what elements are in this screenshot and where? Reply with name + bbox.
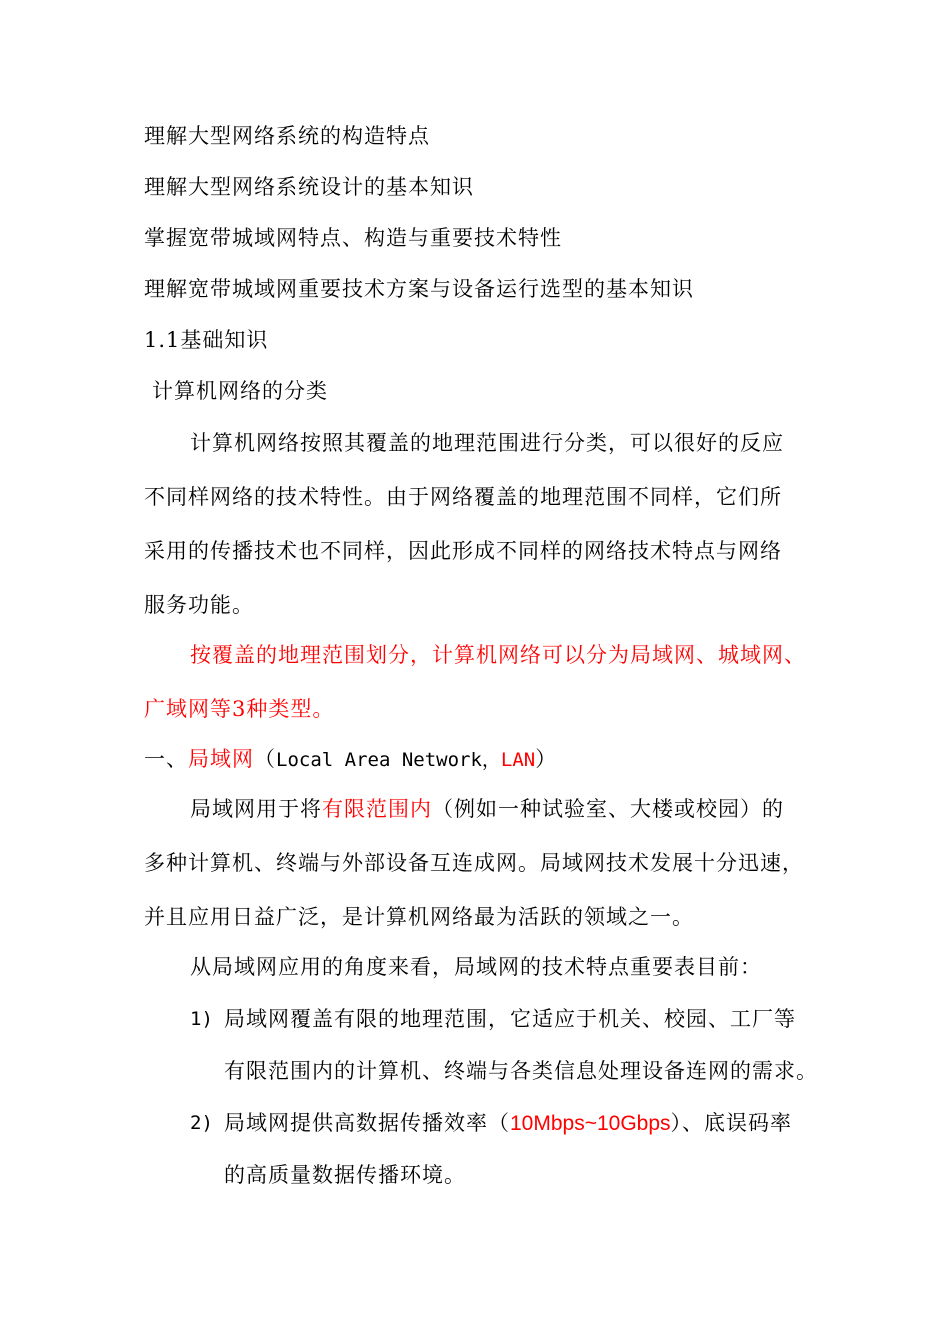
lan-features-intro: 从局域网应用的角度来看，局域网的技术特点重要表目前： bbox=[190, 955, 762, 979]
lan-line1-highlight: 有限范围内 bbox=[322, 797, 432, 821]
highlight-line-1: 按覆盖的地理范围划分，计算机网络可以分为局域网、城域网、 bbox=[190, 643, 806, 667]
list-item-line-1 bbox=[224, 1108, 792, 1139]
objective-2: 理解大型网络系统设计的基本知识 bbox=[144, 175, 474, 199]
lan-paragraph-line-2: 多种计算机、终端与外部设备互连成网。局域网技术发展十分迅速， bbox=[144, 851, 804, 875]
lan-paragraph-line-1 bbox=[190, 794, 784, 824]
feature2-paren-close: ） bbox=[670, 1111, 683, 1135]
objective-3: 掌握宽带城域网特点、构造与重要技术特性 bbox=[144, 226, 562, 250]
feature2-rate-range: 10Mbps~10Gbps bbox=[510, 1112, 671, 1135]
lan-heading-paren-close: ） bbox=[535, 747, 558, 771]
lan-paragraph-line-3: 并且应用日益广泛，是计算机网络最为活跃的领域之一。 bbox=[144, 905, 694, 929]
intro-line-3: 采用的传播技术也不同样，因此形成不同样的网络技术特点与网络 bbox=[144, 539, 782, 563]
objective-1: 理解大型网络系统的构造特点 bbox=[144, 124, 430, 148]
subsection-heading: 计算机网络的分类 bbox=[152, 379, 328, 403]
lan-heading-name: 局域网 bbox=[188, 747, 254, 771]
feature2-text-a: 局域网提供高数据传播效率 bbox=[224, 1111, 488, 1135]
intro-line-4: 服务功能。 bbox=[144, 593, 254, 617]
list-item-line-1: 局域网覆盖有限的地理范围，它适应于机关、校园、工厂等 bbox=[224, 1007, 796, 1031]
lan-line1-text-b: （例如一种试验室、大楼或校园）的 bbox=[432, 797, 784, 821]
intro-line-1: 计算机网络按照其覆盖的地理范围进行分类，可以很好的反应 bbox=[190, 431, 784, 455]
list-item-line-2: 有限范围内的计算机、终端与各类信息处理设备连网的需求。 bbox=[224, 1059, 818, 1083]
lan-heading-english: Local Area Network， bbox=[276, 749, 501, 771]
feature2-text-b: 、底误码率 bbox=[682, 1111, 793, 1135]
list-item-number: 1) bbox=[190, 1008, 213, 1030]
lan-heading-paren-open: （ bbox=[254, 747, 276, 771]
intro-line-2: 不同样网络的技术特性。由于网络覆盖的地理范围不同样，它们所 bbox=[144, 485, 782, 509]
lan-heading-prefix: 一、 bbox=[144, 747, 188, 771]
list-item-number: 2) bbox=[190, 1112, 213, 1134]
section-heading: 1.1基础知识 bbox=[144, 328, 269, 352]
lan-heading bbox=[144, 744, 557, 775]
highlight-line-2: 广域网等3种类型。 bbox=[144, 697, 335, 721]
list-item-line-2: 的高质量数据传播环境。 bbox=[224, 1163, 466, 1187]
objective-4: 理解宽带城域网重要技术方案与设备运行选型的基本知识 bbox=[144, 277, 694, 301]
feature2-paren-open: （ bbox=[488, 1111, 510, 1135]
lan-heading-abbr: LAN bbox=[500, 749, 536, 771]
lan-line1-text-a: 局域网用于将 bbox=[190, 797, 322, 821]
